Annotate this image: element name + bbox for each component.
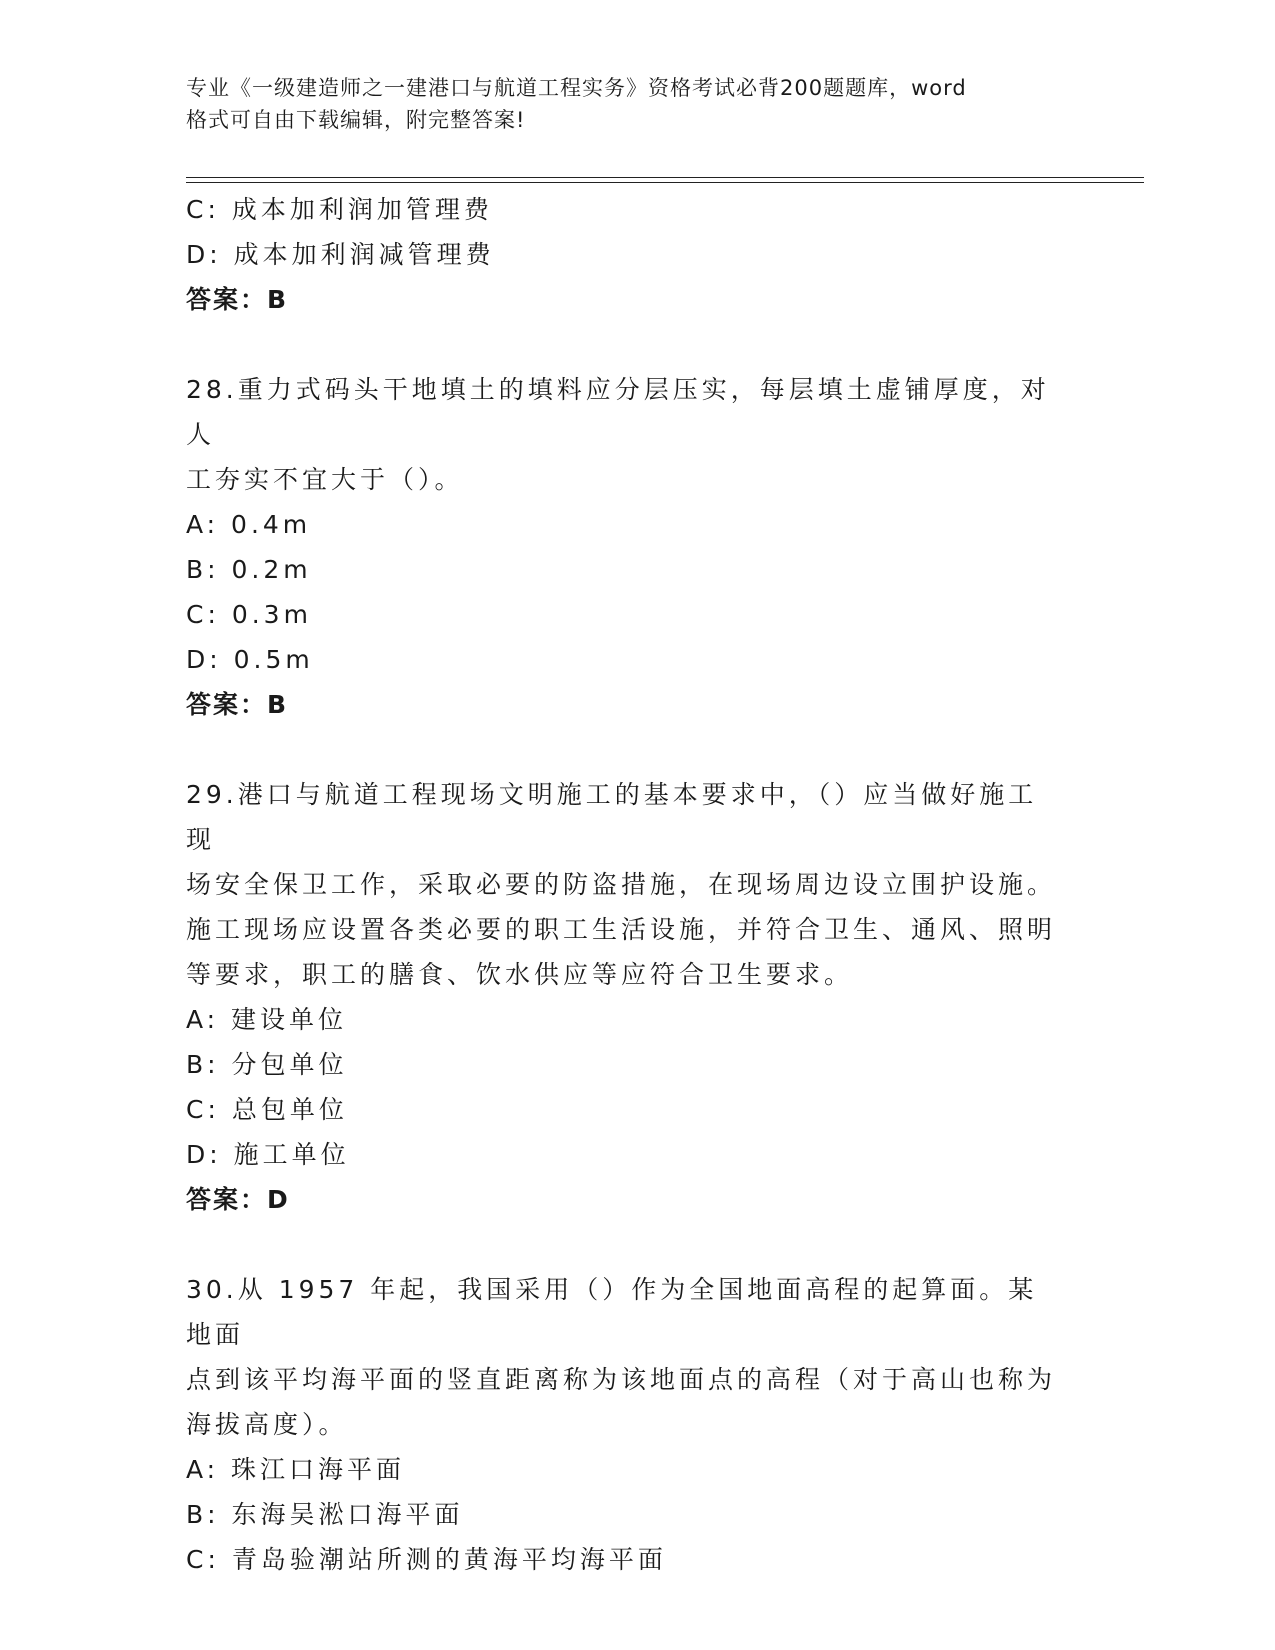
- q30-option-a: A: 珠江口海平面: [186, 1455, 406, 1484]
- question-28: [186, 367, 1086, 727]
- spacer: [186, 727, 1086, 772]
- q27-option-d: D: 成本加利润减管理费: [186, 240, 495, 269]
- q28-option-b: B: 0.2m: [186, 555, 312, 584]
- q29-stem: [186, 772, 1066, 997]
- q29-stem-line-1: 29.港口与航道工程现场文明施工的基本要求中，（）应当做好施工现: [186, 780, 1038, 854]
- q29-option-c: C: 总包单位: [186, 1095, 348, 1124]
- q29-stem-line-2: 场安全保卫工作，采取必要的防盗措施，在现场周边设立围护设施。: [186, 870, 1057, 899]
- header-line-1: 专业《一级建造师之一建港口与航道工程实务》资格考试必背200题题库，word: [186, 76, 967, 100]
- header-line-2: 格式可自由下载编辑，附完整答案!: [186, 108, 526, 132]
- q29-option-b: B: 分包单位: [186, 1050, 348, 1079]
- q28-option-a: A: 0.4m: [186, 510, 312, 539]
- q28-answer: 答案：B: [186, 690, 289, 719]
- q27-option-c: C: 成本加利润加管理费: [186, 195, 493, 224]
- q30-stem-line-1: 30.从 1957 年起，我国采用（）作为全国地面高程的起算面。某地面: [186, 1275, 1038, 1349]
- q30-stem: [186, 1267, 1066, 1447]
- question-29: [186, 772, 1086, 1222]
- q28-stem-line-1: 28.重力式码头干地填土的填料应分层压实，每层填土虚铺厚度，对人: [186, 375, 1050, 449]
- q30-option-b: B: 东海吴淞口海平面: [186, 1500, 464, 1529]
- q27-answer: 答案：B: [186, 285, 289, 314]
- q30-stem-line-2: 点到该平均海平面的竖直距离称为该地面点的高程（对于高山也称为: [186, 1365, 1057, 1394]
- question-30: [186, 1267, 1086, 1582]
- spacer: [186, 322, 1086, 367]
- q28-stem: [186, 367, 1066, 502]
- q28-option-d: D: 0.5m: [186, 645, 314, 674]
- q29-option-a: A: 建设单位: [186, 1005, 348, 1034]
- q29-answer: 答案：D: [186, 1185, 290, 1214]
- header-rule-top: [186, 177, 1144, 178]
- question-27: [186, 187, 1086, 322]
- q29-stem-line-3: 施工现场应设置各类必要的职工生活设施，并符合卫生、通风、照明: [186, 915, 1057, 944]
- spacer: [186, 1222, 1086, 1267]
- q28-stem-line-2: 工夯实不宜大于（）。: [186, 465, 464, 494]
- q29-option-d: D: 施工单位: [186, 1140, 350, 1169]
- q30-stem-line-3: 海拔高度）。: [186, 1410, 348, 1439]
- page-header: [186, 72, 1086, 136]
- q30-option-c: C: 青岛验潮站所测的黄海平均海平面: [186, 1545, 667, 1574]
- header-rule-bottom: [186, 182, 1144, 183]
- q28-option-c: C: 0.3m: [186, 600, 312, 629]
- q29-stem-line-4: 等要求，职工的膳食、饮水供应等应符合卫生要求。: [186, 960, 854, 989]
- question-list: [186, 187, 1086, 1582]
